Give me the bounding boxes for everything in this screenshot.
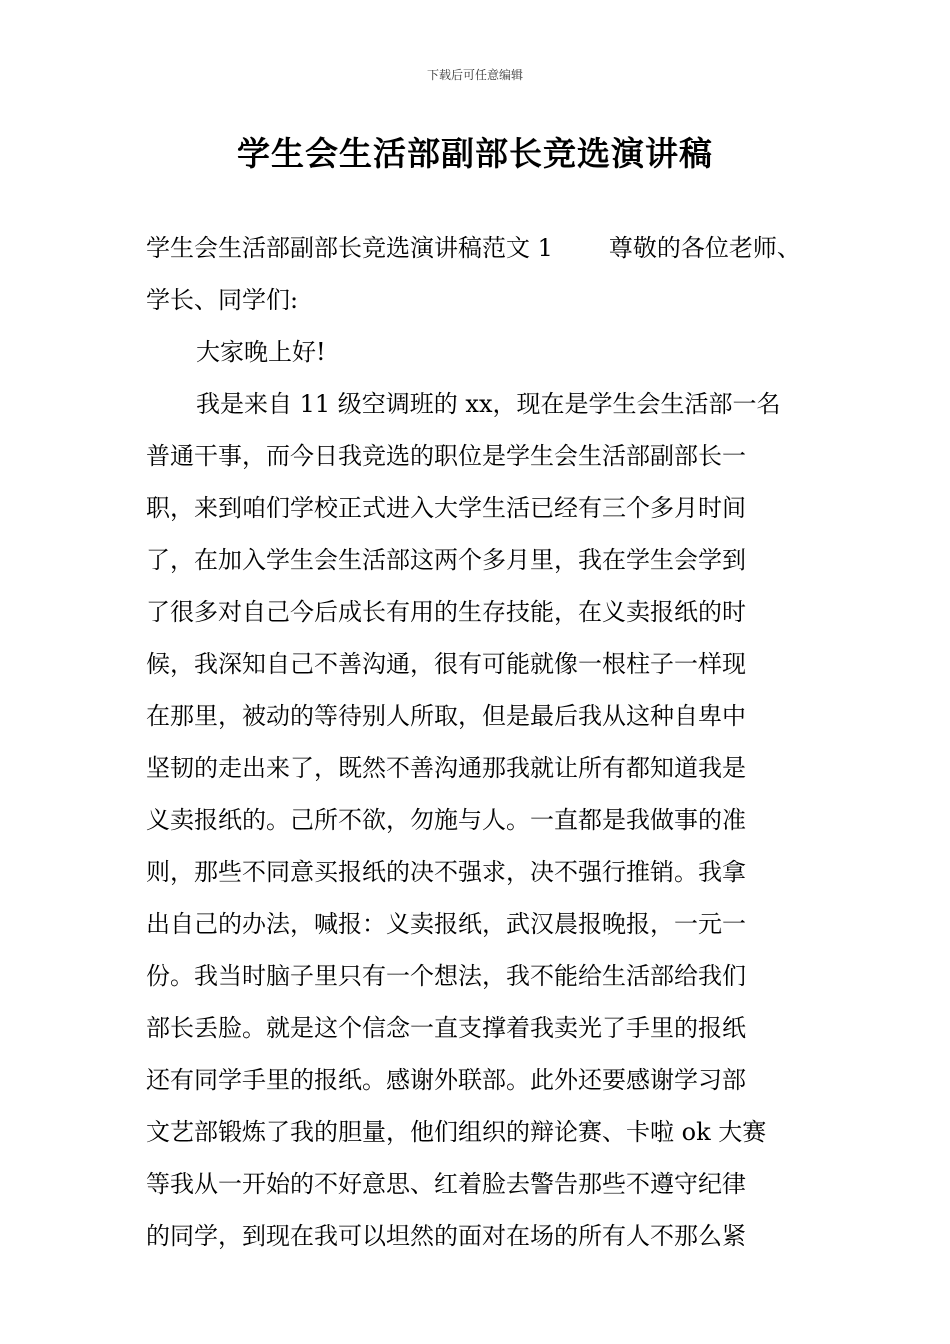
document-title: 学生会生活部副部长竞选演讲稿 <box>237 134 713 173</box>
paragraph-line: 份。我当时脑子里只有一个想法，我不能给生活部给我们 <box>146 962 746 990</box>
paragraph-line: 则，那些不同意买报纸的决不强求，决不强行推销。我拿 <box>146 858 746 886</box>
paragraph-line: 了很多对自己今后成长有用的生存技能，在义卖报纸的时 <box>146 598 746 626</box>
greeting-part1: 尊敬的各位老师、 <box>608 234 801 262</box>
paragraph-line: 职，来到咱们学校正式进入大学生活已经有三个多月时间 <box>146 494 746 522</box>
paragraph-line: 坚韧的走出来了，既然不善沟通那我就让所有都知道我是 <box>146 754 746 782</box>
salutation: 大家晚上好! <box>196 338 326 366</box>
paragraph-line: 我是来自 11 级空调班的 xx，现在是学生会生活部一名 <box>196 390 781 418</box>
paragraph-line: 文艺部锻炼了我的胆量，他们组织的辩论赛、卡啦 ok 大赛 <box>146 1118 767 1146</box>
paragraph-line: 普通干事，而今日我竞选的职位是学生会生活部副部长一 <box>146 442 746 470</box>
paragraph-line: 在那里，被动的等待别人所取，但是最后我从这种自卑中 <box>146 702 746 730</box>
intro-line <box>146 222 816 274</box>
greeting-line: 学长、同学们: <box>146 286 299 314</box>
paragraph-line: 义卖报纸的。己所不欲，勿施与人。一直都是我做事的准 <box>146 806 746 834</box>
paragraph-line: 了，在加入学生会生活部这两个多月里，我在学生会学到 <box>146 546 746 574</box>
paragraph-line: 还有同学手里的报纸。感谢外联部。此外还要感谢学习部 <box>146 1066 746 1094</box>
intro-heading: 学生会生活部副部长竞选演讲稿范文 1 <box>146 234 553 262</box>
document-body <box>146 222 816 1262</box>
paragraph-line: 候，我深知自己不善沟通，很有可能就像一根柱子一样现 <box>146 650 746 678</box>
header-note: 下载后可任意编辑 <box>426 68 523 82</box>
paragraph-line: 等我从一开始的不好意思、红着脸去警告那些不遵守纪律 <box>146 1170 746 1198</box>
paragraph-line: 出自己的办法，喊报：义卖报纸，武汉晨报晚报，一元一 <box>146 910 746 938</box>
paragraph-line: 部长丢脸。就是这个信念一直支撑着我卖光了手里的报纸 <box>146 1014 746 1042</box>
paragraph-line: 的同学，到现在我可以坦然的面对在场的所有人不那么紧 <box>146 1222 746 1250</box>
